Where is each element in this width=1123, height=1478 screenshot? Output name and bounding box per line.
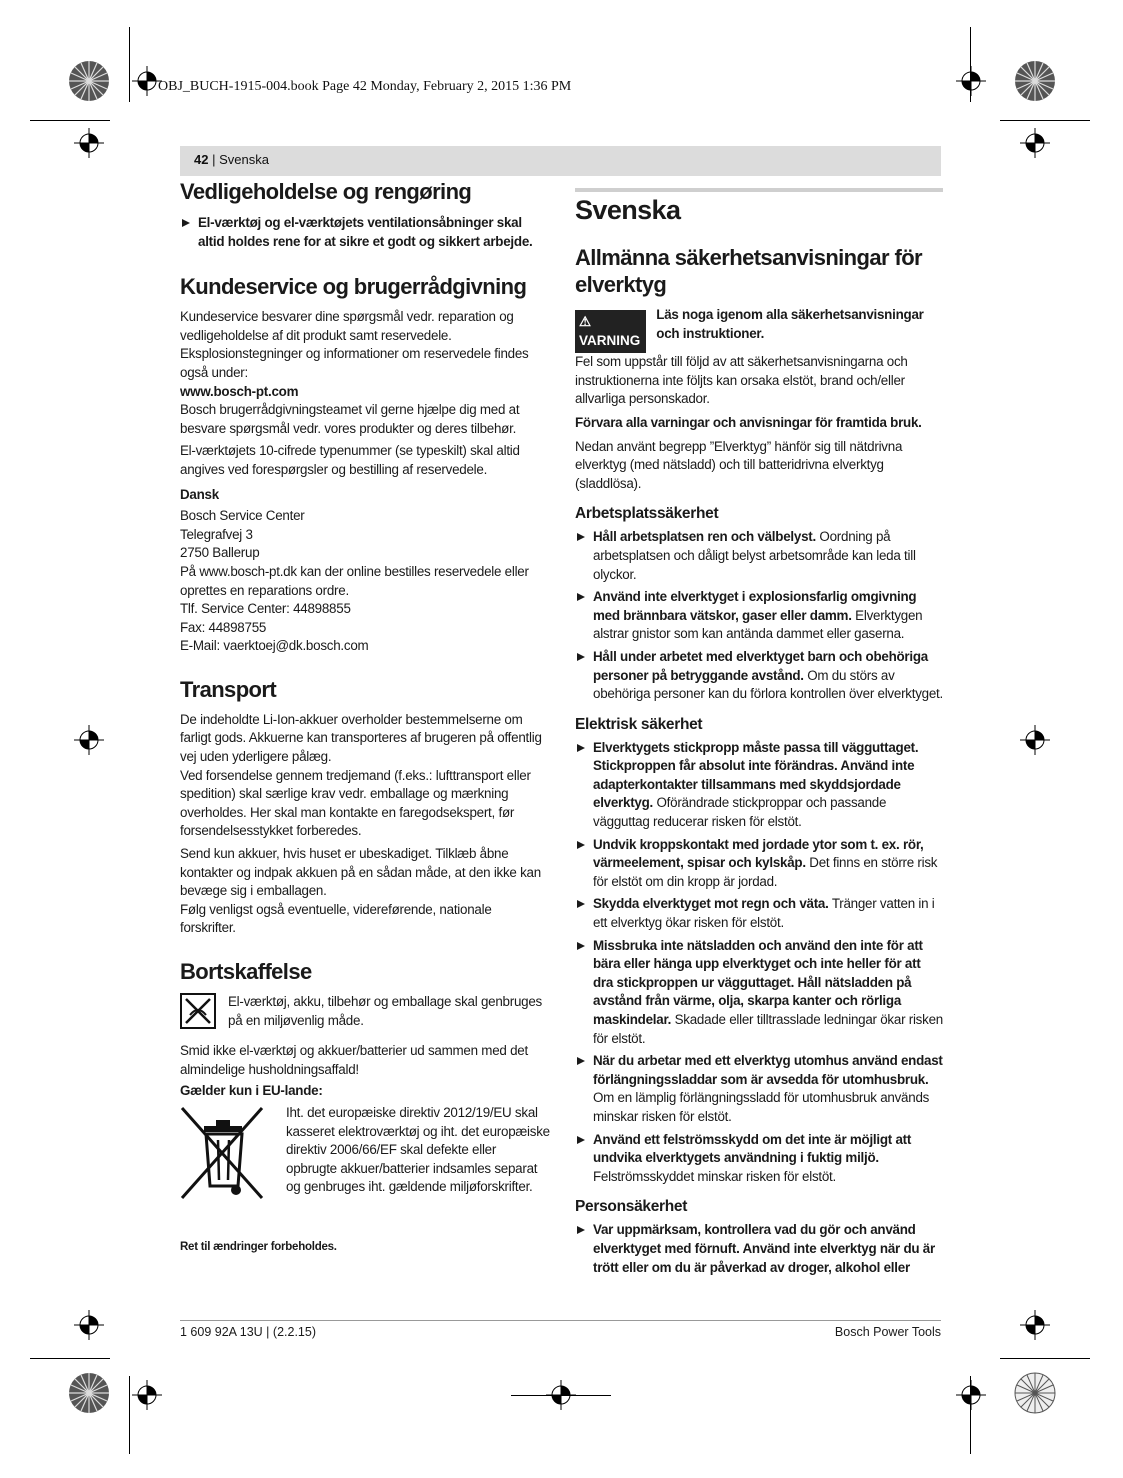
bullet-item xyxy=(575,895,943,932)
paragraph: El-værktøjets 10-cifrede typenummer (se typeskilt) skal altid angives ved forespørgsler og bestilling af reservedele. xyxy=(180,443,520,477)
bullet-text: Om en lämplig förlängningssladd för utomhusbruk används minskar risken för elstöt. xyxy=(593,1090,930,1124)
page-number: 42 xyxy=(194,152,209,167)
bullet-text: Felströmsskyddet minskar risken för elstöt. xyxy=(593,1168,836,1184)
bullet-text: Oordning på arbetsplatsen och dåligt belyst arbetsområde kan leda till olyckor. xyxy=(593,529,916,582)
paragraph: Bosch brugerrådgivningsteamet vil gerne hjælpe dig med at besvare spørgsmål vedr. vores produkter og deres tilbehør. xyxy=(180,402,520,436)
paragraph: Smid ikke el-værktøj og akkuer/batterier ud sammen med det almindelige husholdningsaffald! xyxy=(180,1043,528,1077)
bullet-bold: Undvik kroppskontakt med jordade ytor som t. ex. rör, värmeelement, spisar och kylskåp. xyxy=(593,836,924,871)
page-header-bar xyxy=(180,146,941,176)
weee-row xyxy=(180,1104,550,1204)
bullet-item xyxy=(575,937,943,1049)
crosshair-icon xyxy=(1020,1310,1050,1340)
bullet-item xyxy=(575,528,943,584)
crosshair-icon xyxy=(74,725,104,755)
bullet-item xyxy=(575,1221,943,1277)
recycle-row xyxy=(180,993,550,1030)
registration-target-icon xyxy=(64,1368,114,1418)
page-header: 42 | Svenska xyxy=(194,152,269,167)
warning-block xyxy=(575,306,943,409)
address-block xyxy=(180,507,550,656)
address-line: 2750 Ballerup xyxy=(180,545,260,561)
address-line: Bosch Service Center xyxy=(180,508,305,524)
paragraph: Send kun akkuer, hvis huset er ubeskadiget. Tilklæb åbne kontakter og indpak akkuen på en sådan måde, at den ikke kan bevæge sig i emballagen. xyxy=(180,846,541,899)
bullet-text: Tränger vatten in i ett elverktyg ökar risken för elstöt. xyxy=(593,896,935,931)
bullet-bold: Håll arbetsplatsen ren och välbelyst. xyxy=(593,529,816,545)
bullet-bold: Håll under arbetet med elverktyget barn och obehöriga personer på betryggande avstånd. xyxy=(593,648,928,683)
keep-instructions: Förvara alla varningar och anvisningar för framtida bruk. xyxy=(575,414,922,430)
bullet-item xyxy=(575,588,943,644)
crosshair-icon xyxy=(74,1310,104,1340)
section-heading: Transport xyxy=(180,676,277,702)
address-line: På www.bosch-pt.dk kan der online bestilles reservedele eller oprettes en reparations ordre. xyxy=(180,563,529,598)
bullet-text: Oförändrade stickproppar och passande vägguttag reducerar risken för elstöt. xyxy=(593,795,887,830)
bullet-item xyxy=(575,836,943,892)
footer-rule xyxy=(180,1320,941,1321)
crosshair-icon xyxy=(132,1380,162,1410)
subsection-heading: Personsäkerhet xyxy=(575,1198,688,1216)
warning-triangle-icon: ⚠ xyxy=(579,314,592,329)
warning-label: VARNING xyxy=(579,332,641,348)
country-heading: Dansk xyxy=(180,486,219,502)
header-section: Svenska xyxy=(219,152,269,167)
crosshair-icon xyxy=(1020,128,1050,158)
bullet-bold: Använd inte elverktyget i explosionsfarlig omgivning med brännbara vätskor, gaser eller damm. xyxy=(593,589,917,623)
section-heading: Kundeservice og brugerrådgivning xyxy=(180,274,527,300)
crosshair-icon xyxy=(1020,725,1050,755)
warning-text: Fel som uppstår till följd av att säkerhetsanvisningarna och instruktionerna inte följts kan orsaka elstöt, brand och/eller allvarliga personskador. xyxy=(575,354,908,407)
eu-heading: Gælder kun i EU-lande: xyxy=(180,1083,323,1099)
registration-target-icon xyxy=(1010,1368,1060,1418)
language-section xyxy=(575,188,943,226)
crosshair-icon xyxy=(956,66,986,96)
bullet-text: Elverktygen alstrar gnistor som kan antända dammet eller gaserna. xyxy=(593,607,923,642)
language-title: Svenska xyxy=(575,195,681,225)
crosshair-icon xyxy=(956,1380,986,1410)
footer-brand: Bosch Power Tools xyxy=(834,1325,941,1339)
bullet-bold: Skydda elverktyget mot regn och väta. xyxy=(593,896,829,912)
section-heading: Bortskaffelse xyxy=(180,959,312,984)
bullet-text: Det finns en större risk för elstöt om din kropp är jordad. xyxy=(593,855,938,889)
warning-heading: Läs noga igenom alla säkerhetsanvisningar och instruktioner. xyxy=(656,307,924,341)
subsection-heading: Arbetsplatssäkerhet xyxy=(575,505,719,523)
right-column xyxy=(575,178,943,1277)
footer-doc-number: 1 609 92A 13U | (2.2.15) xyxy=(180,1325,316,1339)
recycle-icon xyxy=(180,993,216,1029)
subsection-heading: Elektrisk säkerhet xyxy=(575,715,703,733)
section-heading: Vedligeholdelse og rengøring xyxy=(180,179,472,204)
paragraph: De indeholdte Li-Ion-akkuer overholder bestemmelserne om farligt gods. Akkuerne kan transporteres af brugeren på offentlig vej uden yderligere pålæg. xyxy=(180,711,542,765)
registration-target-icon xyxy=(1010,56,1060,106)
eu-directive-text: Iht. det europæiske direktiv 2012/19/EU skal kasseret elektroværktøj og iht. det europæiske direktiv 2006/66/EF skal defekte eller opbrugte akkuer/batterier indsamles separat og genbruges iht. gældende miljøforskrifter. xyxy=(286,1104,550,1195)
section-heading: Allmänna säkerhetsanvisningar för elverktyg xyxy=(575,245,922,297)
left-column xyxy=(180,178,550,1257)
bullet-item xyxy=(575,648,943,704)
bullet-bold: Elverktygets stickpropp måste passa till vägguttaget. Stickproppen får absolut inte förändras. Använd inte adapterkontakter tillsammans med skyddsjordade elverktyg. xyxy=(593,739,919,811)
bullet-text: Om du störs av obehöriga personer kan du förlora kontrollen över elverktyget. xyxy=(593,667,943,702)
bullet-item xyxy=(575,1131,943,1187)
bullet-item xyxy=(575,739,943,832)
email: E-Mail: vaerktoej@dk.bosch.com xyxy=(180,638,369,654)
bullet-text: Skadade eller tilltrasslade ledningar ökar risken för elstöt. xyxy=(593,1012,943,1046)
change-note: Ret til ændringer forbeholdes. xyxy=(180,1240,337,1253)
print-slug: OBJ_BUCH-1915-004.book Page 42 Monday, February 2, 2015 1:36 PM xyxy=(158,79,572,94)
phone: Tlf. Service Center: 44898855 xyxy=(180,601,351,617)
bullet-bold: Använd ett felströmsskydd om det inte är möjligt att undvika elverktygets användning i fuktig miljö. xyxy=(593,1131,912,1166)
bullet-item: El-værktøj og el-værktøjets ventilationsåbninger skal altid holdes rene for at sikre et godt og sikkert arbejde. xyxy=(180,214,550,251)
paragraph: Nedan använt begrepp ”Elverktyg” hänför sig till nätdrivna elverktyg (med nätsladd) och till batteridrivna elverktyg (sladdlösa). xyxy=(575,438,903,491)
warning-badge xyxy=(575,310,646,353)
website-link[interactable]: www.bosch-pt.com xyxy=(180,383,299,399)
registration-target-icon xyxy=(64,56,114,106)
recycle-text: El-værktøj, akku, tilbehør og emballage skal genbruges på en miljøvenlig måde. xyxy=(228,994,542,1028)
paragraph: Følg venligst også eventuelle, videreførende, nationale forskrifter. xyxy=(180,901,492,936)
weee-bin-icon xyxy=(180,1104,264,1204)
paragraph: Ved forsendelse gennem tredjemand (f.eks.: lufttransport eller spedition) skal særlige krav vedr. emballage og mærkning overholdes. Her skal man kontakte en faregodsekspert, før forsendelsesstykket forberedes. xyxy=(180,767,531,839)
bullet-bold: När du arbetar med ett elverktyg utomhus använd endast förlängningssladdar som är avsedda för utomhusbruk. xyxy=(593,1053,943,1087)
address-line: Telegrafvej 3 xyxy=(180,526,253,542)
fax: Fax: 44898755 xyxy=(180,619,267,635)
bullet-bold: Var uppmärksam, kontrollera vad du gör och använd elverktyget med förnuft. Använd inte elverktyg när du är trött eller om du är påverkad av droger, alkohol eller xyxy=(593,1222,935,1275)
crosshair-icon xyxy=(74,128,104,158)
bullet-item xyxy=(575,1052,943,1126)
bullet-bold: Missbruka inte nätsladden och använd den inte för att bära eller hänga upp elverktyget och inte heller för att dra stickproppen ur vägguttaget. Håll nätsladden på avstånd från värme, olja, skarpa kanter och rörliga maskindelar. xyxy=(593,937,923,1027)
paragraph: Kundeservice besvarer dine spørgsmål vedr. reparation og vedligeholdelse af dit produkt samt reservedele. Eksplosionstegninger og informationer om reservedele findes også under: xyxy=(180,309,529,380)
